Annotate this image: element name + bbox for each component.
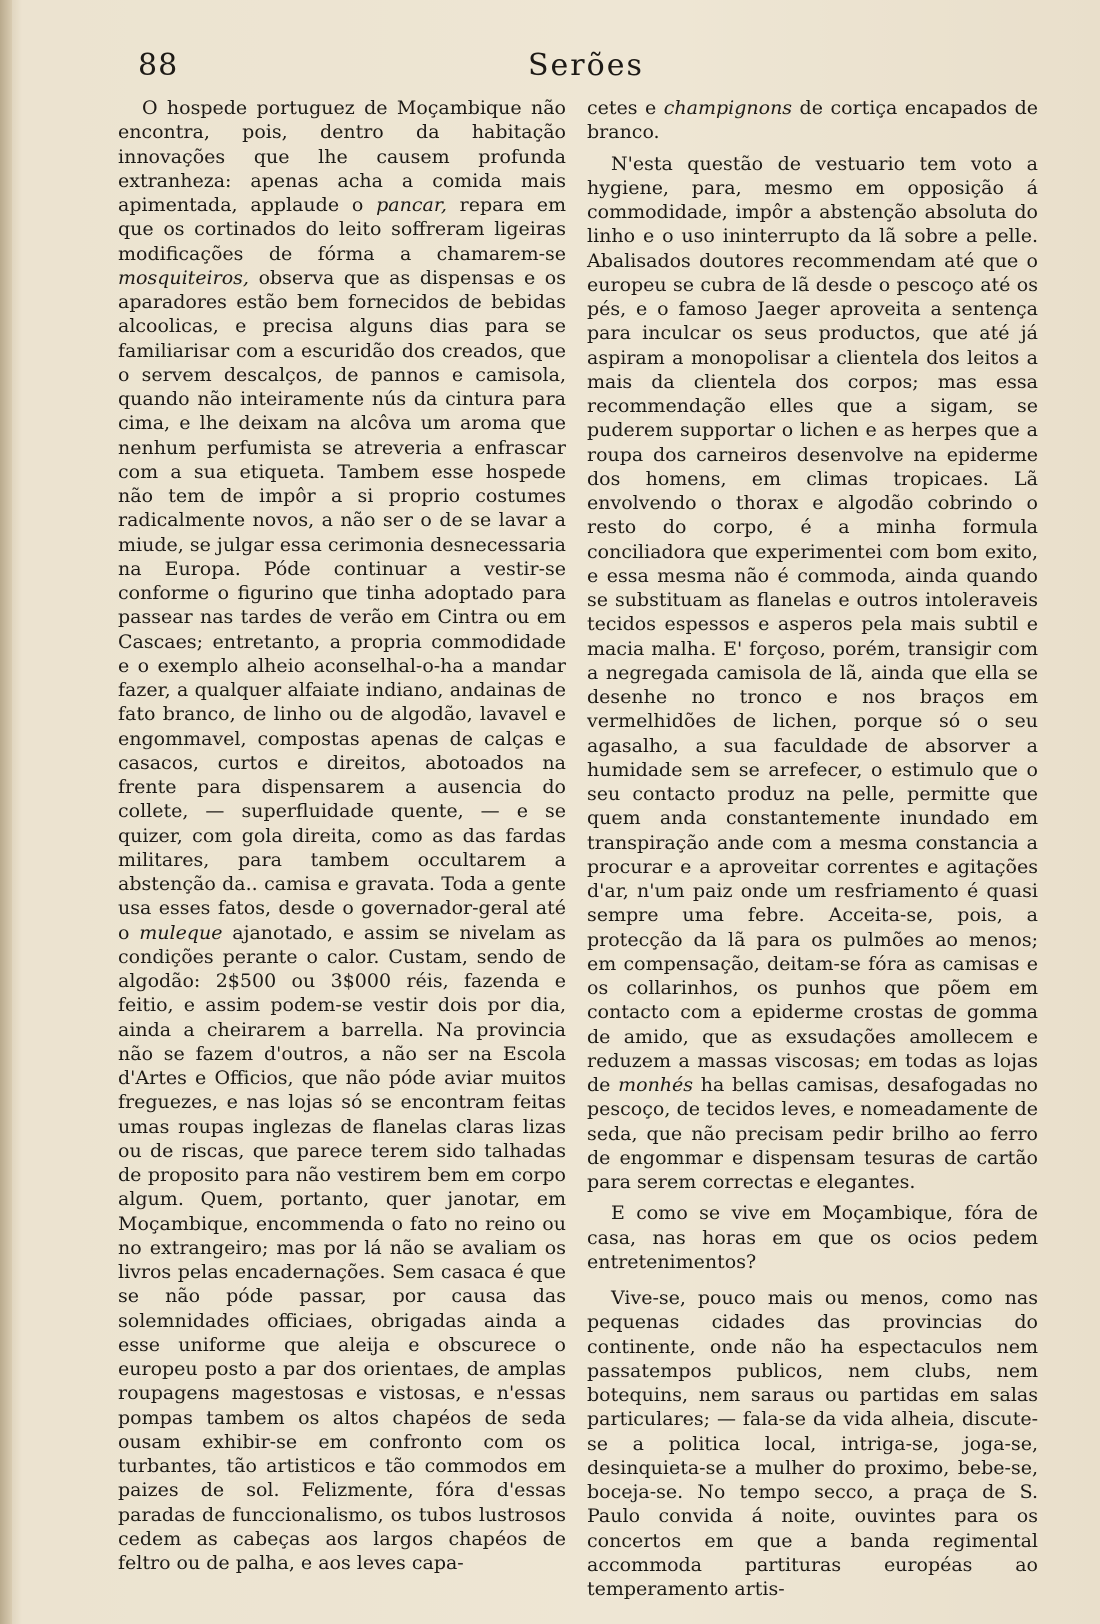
page-number: 88 [138, 48, 179, 83]
page-header [138, 48, 1038, 92]
paragraph: E como se vive em Moçambique, fóra de casa, nas horas em que os ocios pedem entretenimentos? [587, 1202, 1038, 1273]
left-column [118, 96, 566, 1575]
right-column [587, 96, 1038, 1601]
paragraph: O hospede portuguez de Moçambique não encontra, pois, dentro da habitação innovações que lhe causem profunda extranheza: apenas acha a comida mais apimentada, applaude o pancar, repara em que os cortinados do leito soffreram ligeiras modificações de fórma a chamarem-se mosquiteiros, observa que as dispensas e os aparadores estão bem fornecidos de bebidas alcoolicas, e precisa alguns dias para se familiarisar com a escuridão dos creados, que o servem descalços, de pannos e camisola, quando não inteiramente nús da cintura para cima, e lhe deixam na alcôva um aroma que nenhum perfumista se atreveria a enfrascar com a sua etiqueta. Tambem esse hospede não tem de impôr a si proprio costumes radicalmente novos, a não ser o de se lavar a miude, se julgar essa cerimonia desnecessaria na Europa. Póde continuar a vestir-se conforme o figurino que tinha adoptado para passear nas tardes de verão em Cintra ou em Cascaes; entretanto, a propria commodidade e o exemplo alheio aconselhal-o-ha a mandar fazer, a qualquer alfaiate indiano, andainas de fato branco, de linho ou de algodão, lavavel e engommavel, compostas apenas de calças e casacos, curtos e direitos, abotoados na frente para dispensarem a ausencia do collete, — superfluidade quente, — e se quizer, com gola direita, como as das fardas militares, para tambem occultarem a abstenção da.. camisa e gravata. Toda a gente usa esses fatos, desde o governador-geral até o muleque ajanotado, e assim se nivelam as condições perante o calor. Custam, sendo de algodão: 2$500 ou 3$000 réis, fazenda e feitio, e assim podem-se vestir dois por dia, ainda a cheirarem a barrella. Na provincia não se fazem d'outros, a não ser na Escola d'Artes e Officios, que não póde aviar muitos freguezes, e nas lojas só se encontram feitas umas roupas inglezas de flanelas claras lizas ou de riscas, que parece terem sido talhadas de proposito para não vestirem bem em corpo algum. Quem, portanto, quer janotar, em Moçambique, encommenda o fato no reino ou no extrangeiro; mas por lá não se avaliam os livros pelas encadernações. Sem casaca é que se não póde passar, por causa das solemnidades officiaes, obrigadas ainda a esse uniforme que aleija e obscurece o europeu posto a par dos orientaes, de amplas roupagens magestosas e vistosas, e n'essas pompas tambem os altos chapéos de seda ousam exhibir-se em confronto com os turbantes, tão artisticos e tão commodos em paizes de sol. Felizmente, fóra d'essas paradas de funccionalismo, os tubos lustrosos cedem as cabeças aos largos chapéos de feltro ou de palha, e aos leves capa- [118, 97, 566, 1574]
paragraph: cetes e champignons de cortiça encapados de branco. [587, 97, 1039, 144]
italic-term: muleque [139, 921, 223, 944]
italic-term: champignons [663, 97, 793, 119]
page-gutter [0, 0, 12, 1624]
paragraph: Vive-se, pouco mais ou menos, como nas pequenas cidades das provincias do continente, onde não ha espectaculos nem passatempos publicos, nem clubs, nem botequins, nem saraus ou partidas em salas particulares; — fala-se da vida alheia, discute-se a politica local, intriga-se, joga-se, desinquieta-se a mulher do proximo, bebe-se, boceja-se. No tempo secco, a praça de S. Paulo convida á noite, ouvintes para os concertos em que a banda regimental accommoda partituras européas ao temperamento artis- [587, 1287, 1038, 1600]
paragraph: N'esta questão de vestuario tem voto a hygiene, para, mesmo em opposição á commodidade, impôr a abstenção absoluta do linho e o uso ininterrupto da lã sobre a pelle. Abalisados doutores recommendam até que o europeu se cubra de lã desde o pescoço até os pés, e o famoso Jaeger aproveita a sentença para inculcar os seus productos, que até já aspiram a monopolisar a clientela dos leitos a mais da clientela dos corpos; mas essa recommendação elles que a sigam, se puderem supportar o lichen e as herpes que a roupa dos carneiros desenvolve na epiderme dos homens, em climas tropicaes. Lã envolvendo o thorax e algodão cobrindo o resto do corpo, é a minha formula conciliadora que experimentei com bom exito, e essa mesma não é commoda, ainda quando se substituam as flanelas e outros intoleraveis tecidos espessos e asperos pela mais subtil e macia malha. E' forçoso, porém, transigir com a negregada camisola de lã, ainda que ella se desenhe no tronco e nos braços em vermelhidões de lichen, porque só o seu agasalho, a sua faculdade de absorver a humidade sem se arrefecer, o estimulo que o seu contacto produz na pelle, permitte que quem anda constantemente inundado em transpiração ande com a mesma constancia a procurar e a aproveitar correntes e agitações d'ar, n'um paiz onde um resfriamento é quasi sempre uma febre. Acceita-se, pois, a protecção da lã para os pulmões ao menos; em compensação, deitam-se fóra as camisas e os collarinhos, os punhos que põem em contacto com a epiderme crostas de gomma de amido, que as exsudações amollecem e reduzem a massas viscosas; em todas as lojas de monhés ha bellas camisas, desafogadas no pescoço, de tecidos leves, e nomeadamente de seda, que não precisam pedir brilho ao ferro de engommar e dispensam tesuras de cartão para serem correctas e elegantes. [587, 152, 1038, 1193]
italic-term: monhés [618, 1074, 694, 1096]
italic-term: pancar, [376, 194, 447, 216]
running-title: Serões [528, 48, 644, 83]
italic-term: mosquiteiros, [118, 266, 249, 289]
